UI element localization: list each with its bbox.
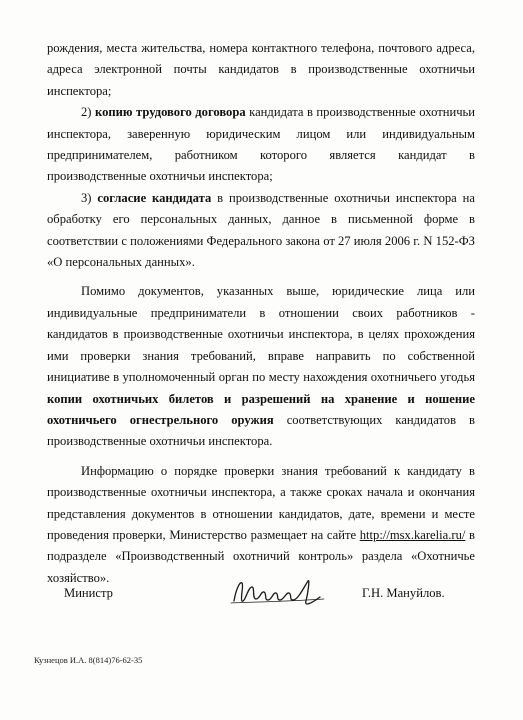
signature-block [0,581,523,621]
website-link[interactable]: http://msx.karelia.ru/ [359,527,466,542]
paragraph-4-text-a: Помимо документов, указанных выше, юридические лица или индивидуальные предприниматели в отношении своих работников - кандидатов в производственные охотничьи инспектора, в целях прохождения ими проверки знания требований, вправе направить по собственной инициативе в уполномоченный орган по месту нахождения охотничьего угодья [47,284,475,385]
list-number-3: 3) [81,190,98,205]
paragraph-4-bold: копии охотничьих билетов и разрешений на хранение и ношение охотничьего огнестрельного оружия [47,391,475,427]
paragraph-2 [47,102,475,188]
handwritten-signature [228,575,338,611]
contact-footnote: Кузнецов И.А. 8(814)76-62-35 [34,655,143,665]
signer-name: Г.Н. Мануйлов. [362,586,445,600]
paragraph-2-bold: копию трудового договора [95,105,246,120]
document-body [47,38,475,589]
position-label: Министр [64,586,113,600]
paragraph-1-text: рождения, места жительства, номера контактного телефона, почтового адреса, адреса электронной почты кандидатов в производственные охотничьи инспектора; [47,41,475,98]
paragraph-1 [47,38,475,102]
paragraph-2-text: кандидата в производственные охотничьи инспектора, заверенную юридическим лицом или индивидуальным предпринимателем, работником которого является кандидат в производственные охотничьи инспектора; [47,105,476,184]
list-number-2: 2) [81,105,95,120]
paragraph-4 [47,281,475,452]
paragraph-3 [47,188,475,274]
paragraph-5-text-b: в подразделе «Производственный охотничий контроль» раздела «Охотничье хозяйство». [47,527,475,585]
paragraph-4-text-b: соответствующих кандидатов в производственные охотничьи инспектора. [47,412,475,449]
paragraph-3-bold: согласие кандидата [97,190,212,205]
paragraph-5 [47,461,475,589]
paragraph-5-text-a: Информацию о порядке проверки знания требований к кандидату в производственные охотничьи инспектора, а также сроках начала и окончания представления документов в отношении кандидатов, дате, времени и месте проведения проверки, Министерство размещает на сайте [47,463,475,542]
paragraph-3-text: в производственные охотничьи инспектора на обработку его персональных данных, данное в письменной форме в соответствии с положениями Федерального закона от 27 июля 2006 г. N 152-ФЗ «О персональных данных». [47,190,475,270]
